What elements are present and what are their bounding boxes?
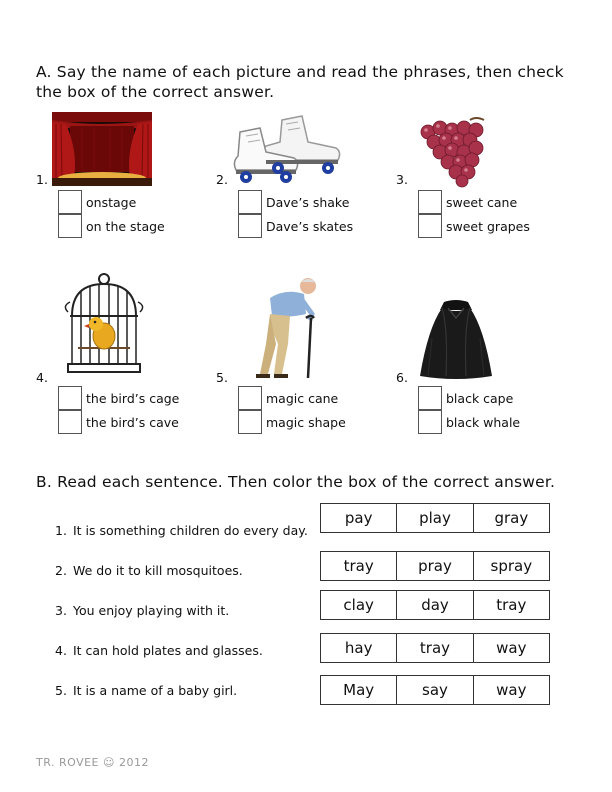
checkbox[interactable] (58, 386, 82, 410)
item-number: 3. (396, 172, 408, 187)
answer-choices (320, 633, 550, 663)
item-number: 6. (396, 370, 408, 385)
option[interactable] (58, 410, 188, 434)
item-1 (36, 110, 186, 260)
checkbox[interactable] (418, 410, 442, 434)
old-man-with-cane-picture (246, 274, 326, 382)
sentence (55, 563, 243, 578)
answer-choices (320, 503, 550, 533)
section-a-instruction: A. Say the name of each picture and read the phrases, then check the box of the correct answer. (36, 63, 564, 101)
option-label: sweet cane (446, 195, 518, 210)
choice-box[interactable]: tray (321, 552, 397, 580)
option-label: magic shape (266, 415, 346, 430)
option-label: the bird’s cave (86, 415, 179, 430)
copyright-footer: TR. ROVEE ☺ 2012 (36, 756, 149, 769)
black-cape-picture (418, 298, 494, 380)
choice-box[interactable]: play (397, 504, 473, 532)
option-label: Dave’s shake (266, 195, 350, 210)
option[interactable] (58, 214, 188, 238)
checkbox[interactable] (238, 410, 262, 434)
choice-box[interactable]: tray (496, 596, 527, 614)
checkbox[interactable] (238, 214, 262, 238)
answer-choices (320, 590, 550, 620)
grapes-picture (410, 114, 500, 188)
choice-box[interactable]: clay (321, 591, 397, 619)
sentence (55, 643, 263, 658)
sentence (55, 603, 229, 618)
choice-box[interactable]: say (397, 676, 473, 704)
choice-box[interactable]: way (496, 681, 527, 699)
option-label: black cape (446, 391, 514, 406)
sentence-number: 1. (55, 523, 67, 538)
option[interactable] (58, 386, 188, 410)
choice-box[interactable]: gray (494, 509, 529, 527)
checkbox[interactable] (58, 410, 82, 434)
checkbox[interactable] (58, 214, 82, 238)
sentence (55, 683, 237, 698)
sentence-number: 5. (55, 683, 67, 698)
checkbox[interactable] (418, 214, 442, 238)
item-2 (216, 110, 366, 260)
choice-box[interactable]: way (496, 639, 527, 657)
sentence-number: 2. (55, 563, 67, 578)
item-6 (396, 272, 546, 430)
item-number: 5. (216, 370, 228, 385)
checkbox[interactable] (418, 190, 442, 214)
item-number: 1. (36, 172, 48, 187)
option-label: the bird’s cage (86, 391, 180, 406)
checkbox[interactable] (238, 190, 262, 214)
choice-box[interactable]: pray (397, 552, 473, 580)
item-3 (396, 110, 546, 260)
answer-choices (320, 675, 550, 705)
choice-box[interactable]: May (321, 676, 397, 704)
choice-box[interactable]: pay (321, 504, 397, 532)
item-number: 2. (216, 172, 228, 187)
option[interactable] (418, 214, 548, 238)
option[interactable] (238, 386, 368, 410)
item-4 (36, 272, 186, 430)
sentence-text: We do it to kill mosquitoes. (73, 563, 243, 578)
sentence-text: It can hold plates and glasses. (73, 643, 263, 658)
option-label: black whale (446, 415, 521, 430)
option[interactable] (238, 190, 368, 214)
choice-box[interactable]: day (397, 591, 473, 619)
option-label: Dave’s skates (266, 219, 354, 234)
section-b-instruction: B. Read each sentence. Then color the box of the correct answer. (36, 473, 556, 491)
option[interactable] (238, 214, 368, 238)
answer-choices (320, 551, 550, 581)
sentence-text: You enjoy playing with it. (73, 603, 230, 618)
sentence-number: 4. (55, 643, 67, 658)
option-label: sweet grapes (446, 219, 530, 234)
option[interactable] (238, 410, 368, 434)
option[interactable] (418, 410, 548, 434)
choice-box[interactable]: tray (397, 634, 473, 662)
roller-skates-picture (232, 112, 348, 184)
option-label: onstage (86, 195, 137, 210)
sentence-text: It is a name of a baby girl. (73, 683, 238, 698)
choice-box[interactable]: spray (490, 557, 533, 575)
option[interactable] (418, 190, 548, 214)
option-label: magic cane (266, 391, 339, 406)
checkbox[interactable] (418, 386, 442, 410)
option[interactable] (418, 386, 548, 410)
choice-box[interactable]: hay (321, 634, 397, 662)
sentence-text: It is something children do every day. (73, 523, 308, 538)
checkbox[interactable] (58, 190, 82, 214)
item-number: 4. (36, 370, 48, 385)
item-5 (216, 272, 366, 430)
option-label: on the stage (86, 219, 165, 234)
sentence (55, 523, 308, 538)
checkbox[interactable] (238, 386, 262, 410)
option[interactable] (58, 190, 188, 214)
stage-curtain-picture (52, 112, 152, 186)
bird-cage-picture (64, 272, 144, 376)
sentence-number: 3. (55, 603, 67, 618)
